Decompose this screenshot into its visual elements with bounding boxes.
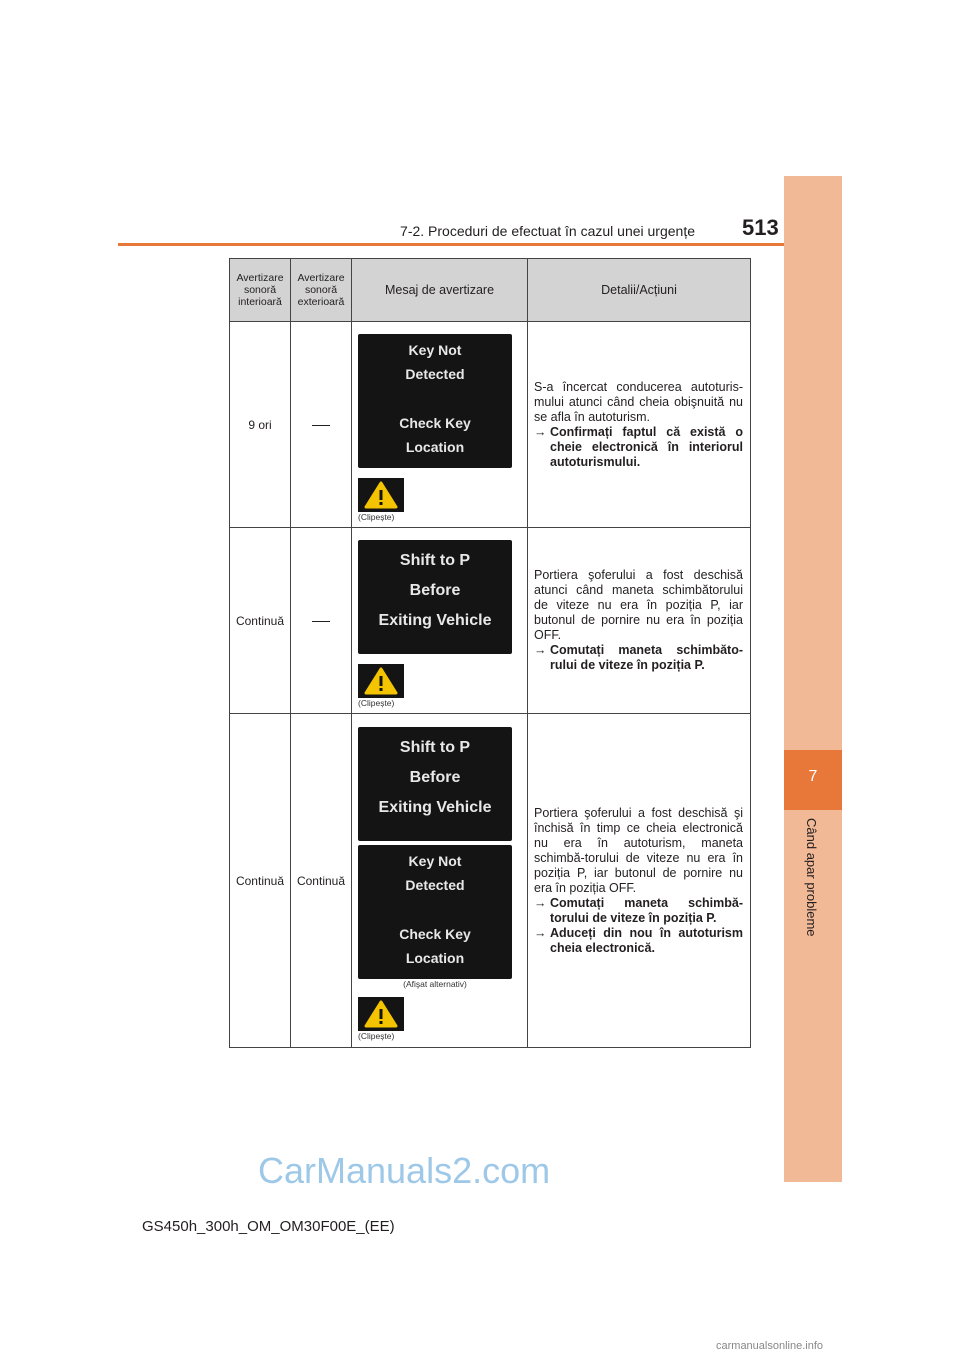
warning-light [358, 478, 404, 512]
display-line: Before [409, 768, 461, 786]
blink-caption: (Clipește) [358, 697, 395, 708]
warning-light [358, 997, 404, 1031]
display-screen [358, 540, 512, 654]
display-line [358, 387, 512, 411]
exterior-buzzer [291, 528, 352, 714]
table-header-row [230, 259, 751, 322]
action-text: Comutați maneta schimbă-torului de viteze în poziția P. [550, 895, 743, 925]
table-row [230, 322, 751, 528]
arrow-icon: → [534, 925, 547, 940]
warning-triangle-icon [364, 481, 398, 509]
details-cell [528, 528, 751, 714]
action-text: Comutați maneta schimbăto-rului de viteze în poziția P. [550, 643, 743, 672]
details-cell [528, 714, 751, 1048]
alternate-caption: (Afişat alternativ) [403, 978, 467, 989]
action-item [534, 896, 743, 926]
arrow-icon: → [534, 895, 547, 910]
display-screen [358, 334, 512, 468]
document-code: GS450h_300h_OM_OM30F00E_(EE) [142, 1218, 395, 1235]
display-line: Shift to P [399, 738, 471, 756]
interior-buzzer: Continuă [230, 528, 291, 714]
details-cell [528, 322, 751, 528]
action-item [534, 926, 743, 956]
exterior-buzzer: Continuă [291, 714, 352, 1048]
dash-mark [312, 621, 330, 622]
display-line: Shift to P [399, 551, 471, 569]
display-line: Key Not [408, 341, 462, 358]
warning-table [229, 258, 751, 1048]
display-line: Detected [405, 366, 465, 382]
action-item [534, 643, 743, 673]
col-message: Mesaj de avertizare [352, 259, 528, 322]
display-line: Before [409, 581, 461, 599]
details-text: Portiera şoferului a fost deschisă atunci când maneta schimbătorului de viteze nu era în poziția P, iar butonul de pornire nu era în poziția OFF. [534, 568, 743, 642]
corner-watermark: carmanualsonline.info [716, 1340, 824, 1352]
arrow-icon: → [534, 643, 547, 657]
action-text: Aduceți din nou în autoturism cheia electronică. [550, 925, 743, 955]
blink-caption: (Clipește) [358, 1030, 395, 1041]
interior-buzzer: Continuă [230, 714, 291, 1048]
display-screen-alt [358, 845, 512, 979]
display-line: Check Key [399, 925, 471, 942]
display-line: Exiting Vehicle [378, 798, 492, 816]
display-line: Detected [405, 877, 465, 893]
chapter-label: Când apar probleme [804, 818, 819, 937]
message-cell [352, 528, 528, 714]
display-screen [358, 727, 512, 841]
page-number: 513 [742, 215, 779, 240]
warning-light [358, 664, 404, 698]
warning-triangle-icon [364, 667, 398, 695]
blink-caption: (Clipește) [358, 511, 395, 522]
warning-triangle-icon [364, 1000, 398, 1028]
exterior-buzzer [291, 322, 352, 528]
section-title: 7-2. Proceduri de efectuat în cazul unei urgențe [400, 223, 695, 239]
action-text: Confirmați faptul că există o cheie electronică în interiorul autoturismului. [550, 424, 743, 469]
header-rule [118, 243, 784, 246]
display-line: Exiting Vehicle [378, 611, 492, 629]
table-row [230, 714, 751, 1048]
chapter-number: 7 [808, 768, 818, 785]
col-details: Detalii/Acțiuni [528, 259, 751, 322]
side-chapter-tab [784, 176, 842, 1182]
display-line: Check Key [399, 414, 471, 431]
display-line: Location [405, 950, 465, 966]
message-cell [352, 714, 528, 1048]
dash-mark [312, 425, 330, 426]
col-interior: Avertizare sonoră interioară [230, 259, 291, 322]
table-row [230, 528, 751, 714]
display-line: Key Not [408, 852, 462, 869]
col-exterior: Avertizare sonoră exterioară [291, 259, 352, 322]
display-line [358, 898, 512, 922]
interior-buzzer: 9 ori [230, 322, 291, 528]
arrow-icon: → [534, 424, 547, 439]
display-line: Location [405, 439, 465, 455]
message-cell [352, 322, 528, 528]
details-text: S-a încercat conducerea autoturis-mului atunci când cheia obişnuită nu se afla în autoturism. [534, 379, 743, 424]
watermark: CarManuals2.com [258, 1150, 551, 1191]
action-item [534, 425, 743, 470]
details-text: Portiera şoferului a fost deschisă şi închisă în timp ce cheia electronică nu era în autoturism, maneta schimbă-torului de viteze nu era în poziția P, iar butonul de pornire nu era în poziția OFF. [534, 805, 743, 895]
